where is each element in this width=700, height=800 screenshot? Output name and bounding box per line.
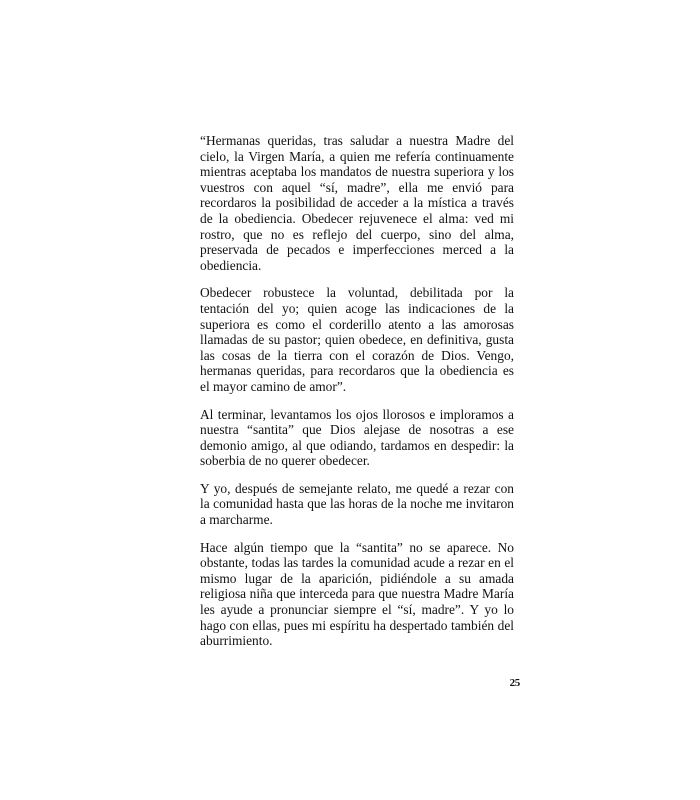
paragraph-5: Hace algún tiempo que la “santita” no se aparece. No obstante, todas las tardes la comunidad acude a rezar en el mismo lugar de la aparición, pidiéndole a su amada religiosa niña que interceda para que nuestra Madre María les ayude a pronunciar siempre el “sí, madre”. Y yo lo hago con ellas, pues mi espíritu ha despertado también del aburrimiento. xyxy=(200,539,514,649)
page-number: 25 xyxy=(509,677,520,689)
paragraph-2: Obedecer robustece la voluntad, debilitada por la tentación del yo; quien acoge las indicaciones de la superiora es como el corderillo atento a las amorosas llamadas de su pastor; quien obedece, en definitiva, gusta las cosas de la tierra con el corazón de Dios. Vengo, hermanas queridas, para recordaros que la obediencia es el mayor camino de amor”. xyxy=(200,285,514,394)
paragraph-3: Al terminar, levantamos los ojos llorosos e imploramos a nuestra “santita” que Dios alejase de nosotras a ese demonio amigo, al que odiando, tardamos en despedir: la soberbia de no querer obedecer. xyxy=(200,406,514,469)
paragraph-4: Y yo, después de semejante relato, me quedé a rezar con la comunidad hasta que las horas de la noche me invitaron a marcharme. xyxy=(200,480,514,528)
body-text xyxy=(200,133,514,661)
paragraph-1: “Hermanas queridas, tras saludar a nuestra Madre del cielo, la Virgen María, a quien me refería continuamente mientras aceptaba los mandatos de nuestra superiora y los vuestros con aquel “sí, madre”, ella me envió para recordaros la posibilidad de acceder a la mística a través de la obediencia. Obedecer rejuvenece el alma: ved mi rostro, que no es reflejo del cuerpo, sino del alma, preservada de pecados e imperfecciones merced a la obediencia. xyxy=(200,133,514,273)
